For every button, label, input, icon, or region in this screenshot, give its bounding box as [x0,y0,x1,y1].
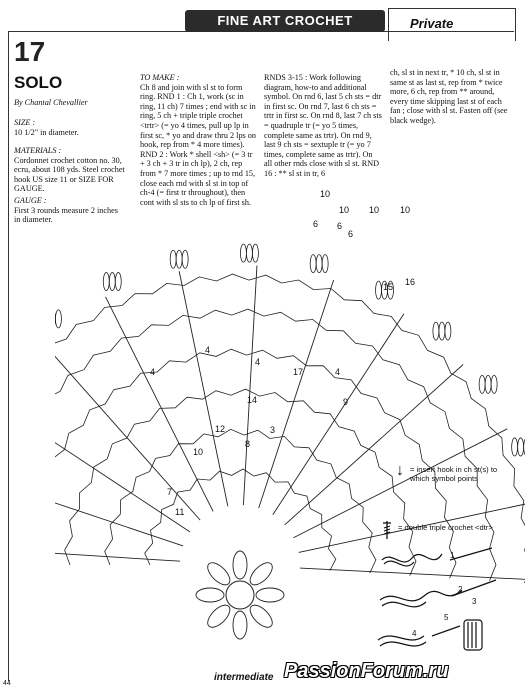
insert-hook-legend-text: = insert hook in ch st(s) to which symbol points [410,465,498,483]
round-label: 10 [339,205,350,215]
howto-step-number: 2 [458,585,463,594]
round-label: 11 [175,507,185,517]
round-label: 16 [405,277,416,287]
materials-heading: MATERIALS : [14,146,62,155]
pattern-number: 17 [14,36,46,67]
gauge-text: First 3 rounds measure 2 inches in diameter. [14,205,118,225]
howto-step-number: 5 [444,613,449,622]
round-label: 9 [343,397,349,407]
insert-hook-symbol-icon: ↓ [396,462,404,479]
page-number: 44 [3,680,11,687]
round-label: 4 [255,357,261,367]
how-to-illustration [372,540,512,660]
rounds-text: RNDS 3-15 : Work following diagram, how-to and additional symbol. On rnd 6, last 5 ch sts = dtr in first sc. On rnd 7, last 6 ch sts = trtr in first sc. On rnd 8, last 7 ch sts = quadruple tr (= yo 5 times, complete same as trtr). On rnd 9, last 9 ch sts = sextuple tr (= yo 7 times, complete same as trtr). On all other rnds close with sl st. RND 16 : ** sl st in tr, 6 [264,73,382,178]
round-label: 10 [369,205,380,215]
diagram-round-labels [150,189,415,517]
round-label: 17 [293,367,304,377]
private-tab-label: Private [410,16,454,31]
pattern-name: SOLO [14,73,63,92]
size-section [14,118,126,137]
round-label: 15 [383,282,394,292]
size-heading: SIZE : [14,118,36,127]
rounds-section [264,73,382,179]
round-label: 6 [348,229,354,239]
materials-text: Cordonnet crochet cotton no. 30, ecru, about 108 yds. Steel crochet hook US size 11 or SIZE FOR GAUGE. [14,155,125,194]
howto-step-number: 3 [472,597,477,606]
round16-continued [390,68,510,126]
gauge-heading: GAUGE : [14,196,47,205]
designer-credit: By Chantal Chevallier [14,98,88,107]
site-watermark: PassionForum.ru [284,660,449,682]
round-label: 12 [215,424,226,434]
round-label: 7 [167,487,173,497]
howto-step-number: 4 [412,629,417,638]
round-label: 4 [150,367,156,377]
round16-text: ch, sl st in next tr, * 10 ch, sl st in same st as last st, rep from * twice more, 6 ch, rep from ** around, every time skipping last st of each fan ; close with sl st. Fasten off (see black wedge). [390,68,508,125]
round-label: 14 [247,395,258,405]
to-make-heading: TO MAKE : [140,73,180,82]
round-label: 10 [320,189,331,199]
frame-left-rule [8,31,9,681]
round-label: 6 [337,221,343,231]
round-label: 10 [400,205,411,215]
howto-step-number: 1 [450,551,455,560]
round-label: 6 [313,219,319,229]
skill-level-label: intermediate [214,672,274,683]
round-label: 4 [335,367,341,377]
round-label: 3 [270,425,276,435]
dtr-legend-text: = double triple crochet <dtr> [398,523,493,532]
dtr-symbol-icon [380,519,394,541]
magazine-header-band [185,10,385,32]
size-text: 10 1/2" in diameter. [14,127,79,137]
magazine-title: FINE ART CROCHET [217,13,353,28]
to-make-text: Ch 8 and join with sl st to form ring. RND 1 : Ch 1, work (sc in ring, 11 ch) 7 times ; end with sc in ring, 5 ch + triple triple crochet <trtr> (= yo 4 times, pull up lp in first sc, * yo and draw thru 2 lps on hook, rep from * 4 more times). RND 2 : Work * shell <sh> (= 3 tr + 3 ch + 3 tr in ch lp), 2 ch, rep from * 7 more times ; up to rnd 15, close each rnd with sl st in top of ch-4 (= first tr throughout), then cont with sl sts to ch lp of first sh. [140,82,256,207]
round-label: 10 [193,447,204,457]
round-label: 8 [245,439,251,449]
round-label: 4 [205,345,211,355]
